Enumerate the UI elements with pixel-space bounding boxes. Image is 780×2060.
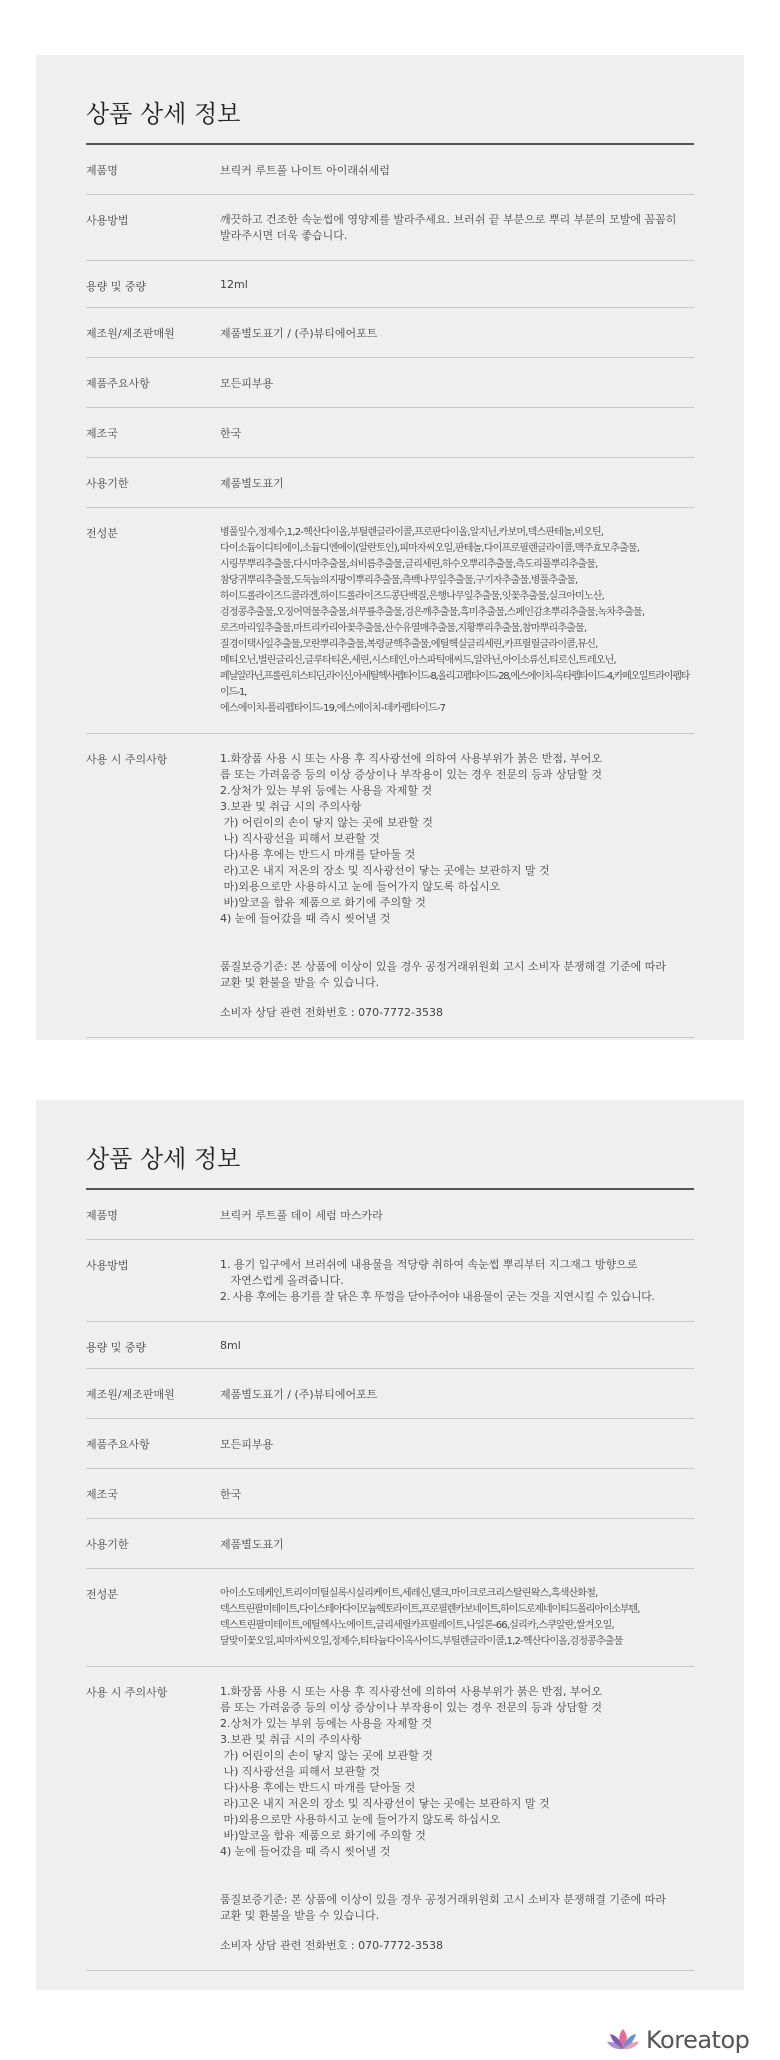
caution-line: 2.상처가 있는 부위 등에는 사용을 자제할 것 bbox=[220, 784, 433, 797]
product-info-card-day-mascara bbox=[36, 1100, 744, 1990]
ingredient-line: 메티오닌,벌린글리신,글루타티온,세린,시스테인,아스파틱애씨드,알라닌,아이소류신,티로신,트레오닌, bbox=[220, 655, 616, 666]
lotus-icon bbox=[606, 2027, 640, 2053]
ingredient-line: 달맞이꽃오일,피마자씨오일,정제수,티타늄다이옥사이드,부틸렌글라이콜,1,2-헥산다이올,검정콩추출물 bbox=[220, 1636, 623, 1647]
table-row bbox=[86, 358, 694, 408]
row-value: 8ml bbox=[220, 1322, 694, 1369]
caution-line: 2.상처가 있는 부위 등에는 사용을 자제할 것 bbox=[220, 1717, 433, 1730]
row-label: 사용기한 bbox=[86, 1519, 220, 1569]
caution-line: 가) 어린이의 손이 닿지 않는 곳에 보관할 것 bbox=[220, 816, 433, 829]
caution-line: 3.보관 및 취급 시의 주의사항 bbox=[220, 1733, 362, 1746]
table-row bbox=[86, 1322, 694, 1369]
row-label: 사용 시 주의사항 bbox=[86, 1667, 220, 1971]
row-label: 제품명 bbox=[86, 1190, 220, 1240]
card-title: 상품 상세 정보 bbox=[86, 1100, 694, 1190]
card-title: 상품 상세 정보 bbox=[86, 55, 694, 145]
caution-line: 다)사용 후에는 반드시 마개를 닫아둘 것 bbox=[220, 848, 416, 861]
ingredient-line: 다이소듐이디티에이,소듐디엔에이(알란토인),피마자씨오일,판테놀,다이프로필렌글라이콜,맥주효모추출물, bbox=[220, 543, 640, 554]
row-label: 제품명 bbox=[86, 145, 220, 195]
table-row bbox=[86, 195, 694, 261]
table-row bbox=[86, 734, 694, 1038]
row-label: 사용방법 bbox=[86, 1240, 220, 1322]
row-value bbox=[220, 1240, 694, 1322]
table-row bbox=[86, 308, 694, 358]
table-row bbox=[86, 408, 694, 458]
row-label: 제조원/제조판매원 bbox=[86, 308, 220, 358]
caution-line: 가) 어린이의 손이 닿지 않는 곳에 보관할 것 bbox=[220, 1749, 433, 1762]
row-value: 브릭커 루트풀 나이트 아이래쉬세럼 bbox=[220, 145, 694, 195]
caution-line: 나) 직사광선을 피해서 보관할 것 bbox=[220, 832, 380, 845]
text-line: 자연스럽게 올려줍니다. bbox=[220, 1274, 344, 1287]
ingredient-line: 질경이택사잎추출물,모란뿌리추출물,복령균핵추출물,에틸헥실글리세린,카프릴릴글라이콜,뮤신, bbox=[220, 639, 598, 650]
caution-line: 4) 눈에 들어갔을 때 즉시 씻어낼 것 bbox=[220, 1845, 391, 1858]
row-label: 전성분 bbox=[86, 508, 220, 734]
row-label: 사용방법 bbox=[86, 195, 220, 261]
text-line: 1. 용기 입구에서 브러쉬에 내용물을 적당량 취하여 속눈썹 뿌리부터 지그재그 방향으로 bbox=[220, 1258, 638, 1271]
ingredient-line: 병풀잎수,정제수,1,2-헥산다이올,부틸렌글라이콜,프로판다이올,알지닌,카보머,덱스판테놀,비오틴, bbox=[220, 527, 604, 538]
table-row bbox=[86, 145, 694, 195]
caution-line: 마)외용으로만 사용하시고 눈에 들어가지 않도록 하십시오 bbox=[220, 880, 501, 893]
row-label: 제조원/제조판매원 bbox=[86, 1369, 220, 1419]
text-line: 깨끗하고 건조한 속눈썹에 영양제를 발라주세요. 브러쉬 끝 부분으로 뿌리 부분의 모발에 꼼꼼히 bbox=[220, 213, 677, 226]
row-value: 한국 bbox=[220, 408, 694, 458]
quality-line: 교환 및 환불을 받을 수 있습니다. bbox=[220, 976, 380, 989]
row-label: 사용 시 주의사항 bbox=[86, 734, 220, 1038]
table-row bbox=[86, 508, 694, 734]
caution-line: 1.화장품 사용 시 또는 사용 후 직사광선에 의하여 사용부위가 붉은 반점, 부어오 bbox=[220, 1685, 602, 1698]
table-row bbox=[86, 1667, 694, 1971]
row-label: 전성분 bbox=[86, 1569, 220, 1667]
row-label: 제품주요사항 bbox=[86, 1419, 220, 1469]
ingredient-line: 아이소도데케인,트리이미틸실록시실리케이트,세레신,탤크,마이크로크리스탈린왁스,흑색산화철, bbox=[220, 1588, 598, 1599]
caution-line: 바)알코올 함유 제품으로 화기에 주의할 것 bbox=[220, 896, 426, 909]
ingredients-value bbox=[220, 508, 694, 734]
table-row bbox=[86, 1240, 694, 1322]
table-row bbox=[86, 1569, 694, 1667]
ingredient-line: 페닐알라닌,프롤린,히스티딘,라이신,아세틸헥사펩타이드-8,올리고펩타이드-28,에스에이치-옥타펩타이드-4,카페오일트라이펩타이드-1, bbox=[220, 671, 689, 698]
caution-value bbox=[220, 734, 694, 1038]
contact-line: 소비자 상담 관련 전화번호 : 070-7772-3538 bbox=[220, 1939, 443, 1952]
row-value bbox=[220, 195, 694, 261]
caution-line: 4) 눈에 들어갔을 때 즉시 씻어낼 것 bbox=[220, 912, 391, 925]
row-value: 브릭커 루트풀 데이 세럼 마스카라 bbox=[220, 1190, 694, 1240]
row-value: 제품별도표기 bbox=[220, 458, 694, 508]
product-info-card-night-serum bbox=[36, 55, 744, 1040]
ingredients-value bbox=[220, 1569, 694, 1667]
table-row bbox=[86, 1469, 694, 1519]
table-row bbox=[86, 1419, 694, 1469]
product-info-table bbox=[86, 1190, 694, 1971]
table-row bbox=[86, 1369, 694, 1419]
caution-line: 다)사용 후에는 반드시 마개를 닫아둘 것 bbox=[220, 1781, 416, 1794]
ingredient-line: 검정콩추출물,오징어먹물추출물,쇠무릎추출물,검은깨추출물,흑미추출물,스페인감초뿌리추출물,녹차추출물, bbox=[220, 607, 645, 618]
row-value: 제품별도표기 / (주)뷰티에어포트 bbox=[220, 308, 694, 358]
caution-line: 름 또는 가려움증 등의 이상 증상이나 부작용이 있는 경우 전문의 등과 상담할 것 bbox=[220, 768, 602, 781]
caution-line: 라)고온 내지 저온의 장소 및 직사광선이 닿는 곳에는 보관하지 말 것 bbox=[220, 1797, 550, 1810]
contact-line: 소비자 상담 관련 전화번호 : 070-7772-3538 bbox=[220, 1006, 443, 1019]
row-label: 제품주요사항 bbox=[86, 358, 220, 408]
quality-line: 품질보증기준: 본 상품에 이상이 있을 경우 공정거래위원회 고시 소비자 분쟁해결 기준에 따라 bbox=[220, 1893, 666, 1906]
quality-line: 교환 및 환불을 받을 수 있습니다. bbox=[220, 1909, 380, 1922]
row-value: 모든피부용 bbox=[220, 358, 694, 408]
row-label: 제조국 bbox=[86, 408, 220, 458]
ingredient-line: 참당귀뿌리추출물,도둑놈의지팡이뿌리추출물,측백나무잎추출물,구기자추출물,병풀추출물, bbox=[220, 575, 578, 586]
row-label: 용량 및 중량 bbox=[86, 261, 220, 308]
table-row bbox=[86, 1190, 694, 1240]
quality-line: 품질보증기준: 본 상품에 이상이 있을 경우 공정거래위원회 고시 소비자 분쟁해결 기준에 따라 bbox=[220, 960, 666, 973]
table-row bbox=[86, 1519, 694, 1569]
ingredient-line: 시링무뿌리추출물,다시마추출물,쇠비름추출물,글리세린,하수오뿌리추출물,측도리풀뿌리추출물, bbox=[220, 559, 598, 570]
ingredient-line: 로즈마리잎추출물,마트리카리아꽃추출물,산수유열매추출물,지황뿌리추출물,참마뿌리추출물, bbox=[220, 623, 587, 634]
ingredient-line: 덱스트린팔미테이트,에틸헥사노에이트,글리세릴카프릴레이트,나일론-66,실리카,스쿠알란,쌀겨오일, bbox=[220, 1620, 614, 1631]
ingredient-line: 에스에이치-폴리펩타이드-19,에스에이치-데카펩타이드-7 bbox=[220, 703, 446, 714]
brand-logo bbox=[606, 2026, 749, 2054]
caution-line: 나) 직사광선을 피해서 보관할 것 bbox=[220, 1765, 380, 1778]
text-line: 2. 사용 후에는 용기를 잘 닦은 후 뚜껑을 닫아주어야 내용물이 굳는 것을 지연시킬 수 있습니다. bbox=[220, 1290, 655, 1303]
caution-line: 바)알코올 함유 제품으로 화기에 주의할 것 bbox=[220, 1829, 426, 1842]
row-label: 용량 및 중량 bbox=[86, 1322, 220, 1369]
caution-line: 름 또는 가려움증 등의 이상 증상이나 부작용이 있는 경우 전문의 등과 상담할 것 bbox=[220, 1701, 602, 1714]
caution-value bbox=[220, 1667, 694, 1971]
caution-line: 3.보관 및 취급 시의 주의사항 bbox=[220, 800, 362, 813]
product-info-table bbox=[86, 145, 694, 1038]
brand-name: Koreatop bbox=[646, 2026, 750, 2054]
row-value: 모든피부용 bbox=[220, 1419, 694, 1469]
ingredient-line: 덱스트린팔미테이트,다이스테아다이모늄헥토라이트,프로필렌카보네이트,하이드로제네이티드폴리아이소부텐, bbox=[220, 1604, 640, 1615]
table-row bbox=[86, 261, 694, 308]
row-value: 제품별도표기 bbox=[220, 1519, 694, 1569]
row-label: 제조국 bbox=[86, 1469, 220, 1519]
caution-line: 라)고온 내지 저온의 장소 및 직사광선이 닿는 곳에는 보관하지 말 것 bbox=[220, 864, 550, 877]
table-row bbox=[86, 458, 694, 508]
row-value: 제품별도표기 / (주)뷰티에어포트 bbox=[220, 1369, 694, 1419]
caution-line: 마)외용으로만 사용하시고 눈에 들어가지 않도록 하십시오 bbox=[220, 1813, 501, 1826]
row-label: 사용기한 bbox=[86, 458, 220, 508]
ingredient-line: 하이드롤라이즈드콜라겐,하이드롤라이즈드콩단백질,은행나무잎추출물,잇꽃추출물,실크아미노산, bbox=[220, 591, 605, 602]
text-line: 발라주시면 더욱 좋습니다. bbox=[220, 229, 348, 242]
row-value: 한국 bbox=[220, 1469, 694, 1519]
caution-line: 1.화장품 사용 시 또는 사용 후 직사광선에 의하여 사용부위가 붉은 반점, 부어오 bbox=[220, 752, 602, 765]
row-value: 12ml bbox=[220, 261, 694, 308]
